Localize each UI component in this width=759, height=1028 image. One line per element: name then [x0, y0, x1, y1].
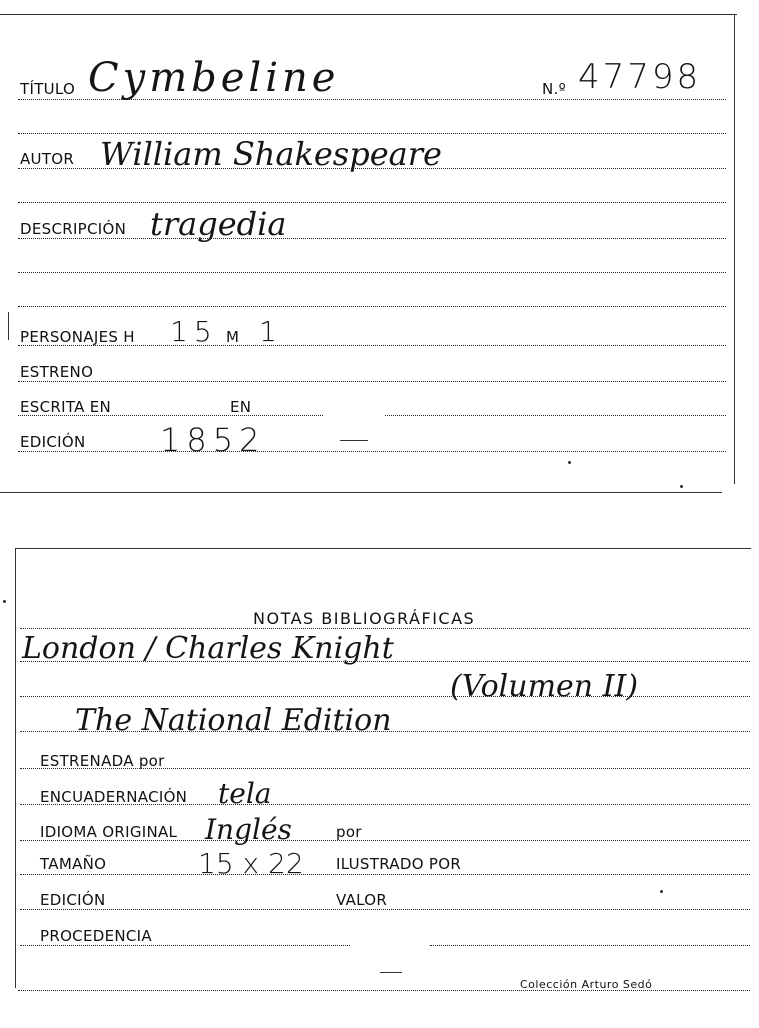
- row-line: [18, 133, 726, 134]
- stray-stroke: [340, 440, 368, 441]
- stray-mark: [680, 485, 683, 488]
- autor-value: William Shakespeare: [100, 135, 442, 173]
- row-line: [18, 238, 726, 239]
- valor-label: VALOR: [336, 891, 388, 909]
- ilustrado-label: ILUSTRADO POR: [336, 855, 462, 873]
- escrita-en-label: ESCRITA EN: [20, 398, 112, 416]
- card-left-border: [15, 548, 16, 988]
- row-line: [385, 415, 726, 416]
- row-line: [20, 696, 750, 697]
- card-right-border: [734, 14, 735, 484]
- edicion2-label: EDICIÓN: [40, 891, 106, 909]
- row-line: [20, 804, 750, 805]
- row-line: [18, 272, 726, 273]
- card-left-tick: [8, 312, 9, 340]
- row-line: [20, 874, 750, 875]
- row-line: [18, 415, 323, 416]
- edicion-label: EDICIÓN: [20, 433, 86, 451]
- row-line: [20, 661, 750, 662]
- row-line: [20, 768, 750, 769]
- row-line: [18, 306, 726, 307]
- row-line: [18, 202, 726, 203]
- encuadernacion-value: tela: [218, 777, 272, 810]
- card-top-border: [15, 548, 751, 549]
- row-line: [20, 840, 750, 841]
- row-line: [18, 345, 726, 346]
- row-line: [430, 945, 750, 946]
- row-line: [18, 381, 726, 382]
- notas-heading: NOTAS BIBLIOGRÁFICAS: [253, 609, 476, 628]
- descripcion-value: tragedia: [150, 205, 287, 243]
- idioma-label: IDIOMA ORIGINAL: [40, 823, 178, 841]
- card-bottom-line: [18, 990, 750, 991]
- encuadernacion-label: ENCUADERNACIÓN: [40, 788, 188, 806]
- row-line: [20, 909, 750, 910]
- procedencia-label: PROCEDENCIA: [40, 927, 152, 945]
- note-volume: (Volumen II): [450, 669, 639, 704]
- note-line2: The National Edition: [75, 703, 392, 738]
- idioma-value: Inglés: [205, 813, 292, 846]
- stray-mark: [568, 461, 571, 464]
- row-line: [20, 628, 750, 629]
- row-line: [20, 945, 350, 946]
- coleccion-footer: Colección Arturo Sedó: [520, 978, 653, 991]
- row-line: [18, 99, 726, 100]
- note-line1: London / Charles Knight: [22, 631, 394, 666]
- estrenada-label: ESTRENADA por: [40, 752, 165, 770]
- row-line: [20, 731, 750, 732]
- card-bottom-border: [0, 492, 722, 493]
- row-line: [18, 168, 726, 169]
- titulo-value: Cymbeline: [88, 55, 340, 101]
- numero-label: N.º: [542, 80, 566, 98]
- autor-label: AUTOR: [20, 150, 75, 168]
- descripcion-label: DESCRIPCIÓN: [20, 220, 127, 238]
- personajes-m-label: M: [226, 328, 240, 346]
- stray-stroke: [380, 972, 402, 973]
- personajes-m-value: 1: [259, 315, 277, 348]
- personajes-h-value: 15: [170, 315, 218, 348]
- estreno-label: ESTRENO: [20, 363, 94, 381]
- tamano-label: TAMAÑO: [40, 855, 107, 873]
- tamano-value: 15 x 22: [198, 847, 304, 880]
- stray-mark: [660, 890, 663, 893]
- personajes-label: PERSONAJES H: [20, 328, 135, 346]
- stray-mark: [3, 600, 6, 603]
- row-line: [18, 451, 726, 452]
- numero-value: 47798: [578, 57, 702, 97]
- card-top-border: [0, 14, 737, 15]
- por-label: por: [336, 823, 362, 841]
- edicion-value: 1852: [160, 421, 266, 459]
- en-label: EN: [230, 398, 252, 416]
- titulo-label: TÍTULO: [20, 80, 76, 98]
